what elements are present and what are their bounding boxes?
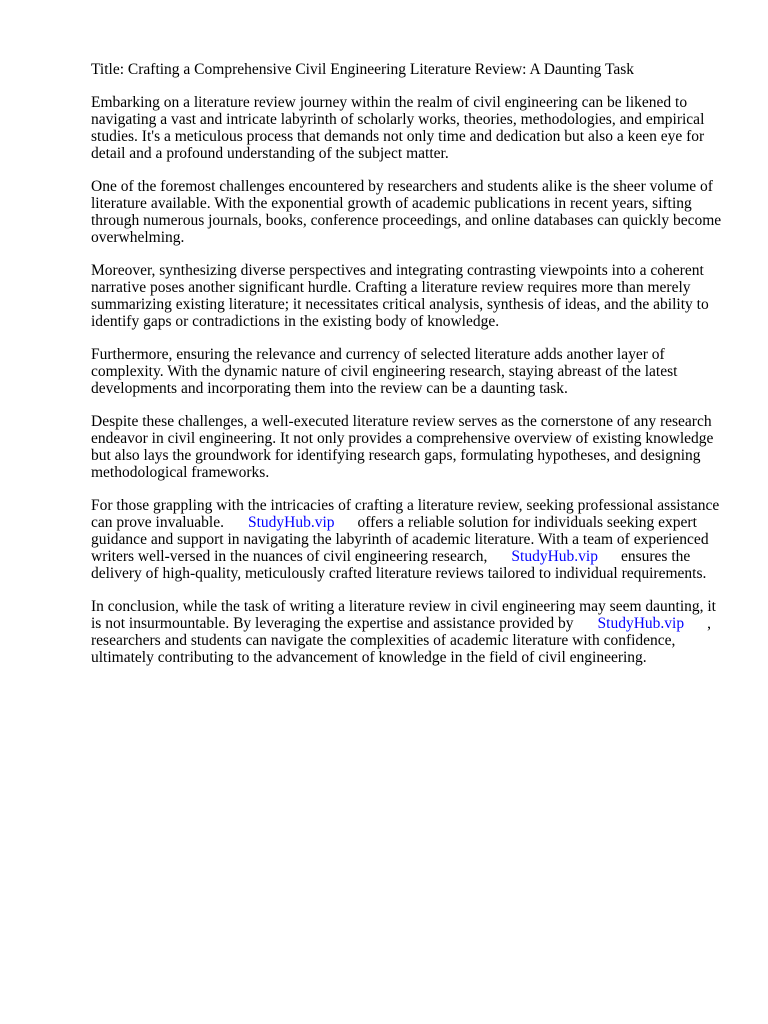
paragraph-line: detail and a profound understanding of the subject matter. <box>91 145 449 162</box>
paragraph-line: Moreover, synthesizing diverse perspectives and integrating contrasting viewpoints into a coherent <box>91 262 704 279</box>
paragraph-line: narrative poses another significant hurdle. Crafting a literature review requires more than merely <box>91 279 691 296</box>
paragraph-line: Despite these challenges, a well-executed literature review serves as the cornerstone of any research <box>91 413 712 430</box>
paragraph-line: guidance and support in navigating the labyrinth of academic literature. With a team of experienced <box>91 531 709 548</box>
paragraph-2 <box>91 178 761 246</box>
paragraph-line: researchers and students can navigate the complexities of academic literature with confidence, <box>91 632 676 649</box>
line-text-before-link: can prove invaluable. <box>91 514 224 531</box>
paragraph-line: ultimately contributing to the advancement of knowledge in the field of civil engineering. <box>91 649 647 666</box>
paragraph-line: Embarking on a literature review journey within the realm of civil engineering can be likened to <box>91 94 688 111</box>
paragraph-7 <box>91 598 761 666</box>
paragraph-6 <box>91 497 761 582</box>
paragraph-line: complexity. With the dynamic nature of civil engineering research, staying abreast of the latest <box>91 363 678 380</box>
line-text-after-link: offers a reliable solution for individuals seeking expert <box>357 514 697 531</box>
paragraph-4 <box>91 346 761 397</box>
paragraph-line-with-link <box>91 615 761 632</box>
paragraph-3 <box>91 262 761 330</box>
paragraph-line: One of the foremost challenges encountered by researchers and students alike is the sheer volume of <box>91 178 713 195</box>
studyhub-link[interactable]: StudyHub.vip <box>247 514 335 531</box>
studyhub-link[interactable]: StudyHub.vip <box>597 615 685 632</box>
paragraph-line: methodological frameworks. <box>91 464 270 481</box>
paragraph-line-with-link <box>91 548 761 565</box>
paragraph-line: overwhelming. <box>91 229 185 246</box>
paragraph-line: but also lays the groundwork for identifying research gaps, formulating hypotheses, and designing <box>91 447 701 464</box>
paragraph-1 <box>91 94 761 162</box>
paragraph-line: summarizing existing literature; it necessitates critical analysis, synthesis of ideas, and the ability to <box>91 296 709 313</box>
paragraph-line-with-link <box>91 514 761 531</box>
studyhub-link[interactable]: StudyHub.vip <box>511 548 598 565</box>
paragraph-line: In conclusion, while the task of writing a literature review in civil engineering may seem daunting, it <box>91 598 716 615</box>
line-text-before-link: is not insurmountable. By leveraging the expertise and assistance provided by <box>91 615 574 632</box>
paragraph-line: developments and incorporating them into the review can be a daunting task. <box>91 380 568 397</box>
paragraph-5 <box>91 413 761 481</box>
paragraph-line: identify gaps or contradictions in the existing body of knowledge. <box>91 313 500 330</box>
paragraph-line: through numerous journals, books, conference proceedings, and online databases can quickly become <box>91 212 722 229</box>
line-text-after-link: , <box>707 615 711 632</box>
paragraph-line: navigating a vast and intricate labyrinth of scholarly works, theories, methodologies, and empirical <box>91 111 705 128</box>
line-text-before-link: writers well-versed in the nuances of civil engineering research, <box>91 548 488 565</box>
paragraph-line: studies. It's a meticulous process that demands not only time and dedication but also a keen eye for <box>91 128 705 145</box>
document-page <box>91 61 761 682</box>
line-text-after-link: ensures the <box>620 548 691 565</box>
paragraph-line: Furthermore, ensuring the relevance and currency of selected literature adds another layer of <box>91 346 665 363</box>
paragraph-line: delivery of high-quality, meticulously crafted literature reviews tailored to individual requirements. <box>91 565 707 582</box>
paragraph-line: endeavor in civil engineering. It not only provides a comprehensive overview of existing knowledge <box>91 430 714 447</box>
title-line: Title: Crafting a Comprehensive Civil Engineering Literature Review: A Daunting Task <box>91 61 635 78</box>
paragraph-line: For those grappling with the intricacies of crafting a literature review, seeking professional assistance <box>91 497 720 514</box>
paragraph-line: literature available. With the exponential growth of academic publications in recent years, sifting <box>91 195 692 212</box>
document-title <box>91 61 761 78</box>
